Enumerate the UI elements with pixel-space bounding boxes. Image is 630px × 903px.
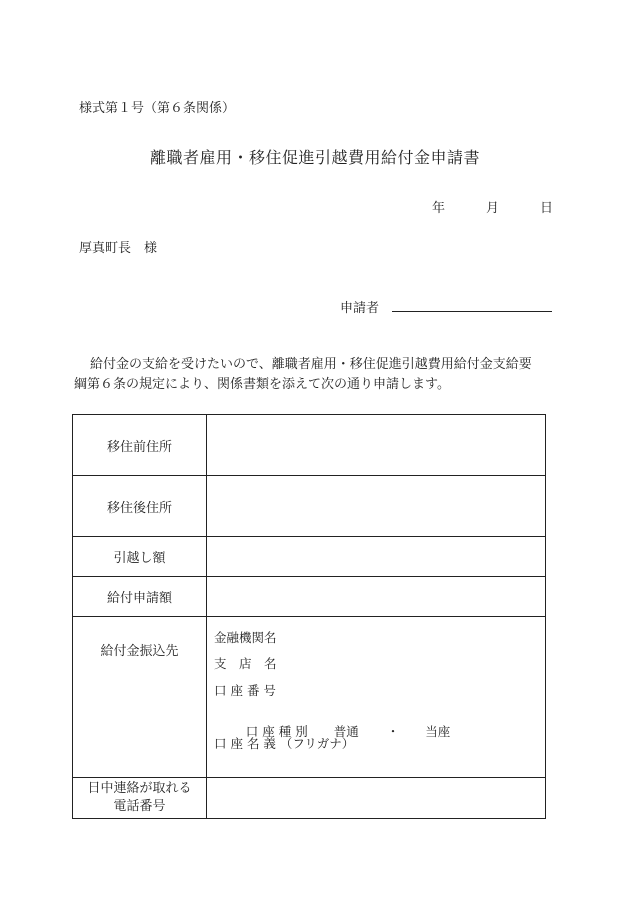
- transfer-to-label: 給付金振込先: [73, 617, 207, 778]
- applicant-label: 申請者: [340, 301, 380, 316]
- statement-line-1: 給付金の支給を受けたいので、離職者雇用・移住促進引越費用給付金支給要: [90, 357, 532, 372]
- account-type-current-option[interactable]: 当座: [425, 724, 451, 739]
- bank-branch-label: 支 店 名: [214, 656, 277, 671]
- date-year: 年: [432, 201, 446, 216]
- bank-institution-label: 金融機関名: [214, 630, 277, 645]
- moving-cost-label: 引越し額: [73, 537, 207, 577]
- account-type-regular-option[interactable]: 普通: [333, 724, 359, 739]
- table-row: [73, 617, 546, 778]
- form-number: 様式第１号（第６条関係）: [79, 101, 236, 116]
- statement-line-2: 綱第６条の規定により、関係書類を添えて次の通り申請します。: [74, 377, 450, 392]
- new-address-label: 移住後住所: [73, 476, 207, 537]
- contact-label-line-1: 日中連絡が取れる: [87, 781, 192, 796]
- table-row: [73, 476, 546, 537]
- account-name-label: 口 座 名 義 （フリガナ）: [214, 736, 355, 751]
- prev-address-field[interactable]: [207, 415, 546, 476]
- prev-address-label: 移住前住所: [73, 415, 207, 476]
- table-row: [73, 577, 546, 617]
- contact-label-line-2: 電話番号: [113, 799, 166, 814]
- account-type-label: 口 座 種 別: [245, 724, 308, 739]
- date-day: 日: [540, 201, 554, 216]
- moving-cost-field[interactable]: [207, 537, 546, 577]
- requested-amount-label: 給付申請額: [73, 577, 207, 617]
- date-month: 月: [486, 201, 500, 216]
- contact-phone-field[interactable]: [207, 778, 546, 819]
- table-row: [73, 415, 546, 476]
- bank-details-field[interactable]: [207, 617, 546, 778]
- requested-amount-field[interactable]: [207, 577, 546, 617]
- table-row: [73, 778, 546, 819]
- account-type-separator: ・: [386, 724, 400, 739]
- applicant-signature-line[interactable]: [392, 311, 552, 312]
- application-table: [72, 414, 546, 819]
- document-title: 離職者雇用・移住促進引越費用給付金申請書: [149, 148, 480, 167]
- application-statement: [74, 355, 554, 395]
- contact-phone-label: [73, 778, 207, 819]
- new-address-field[interactable]: [207, 476, 546, 537]
- account-number-label: 口 座 番 号: [214, 683, 276, 698]
- addressee: 厚真町長 様: [79, 241, 158, 256]
- table-row: [73, 537, 546, 577]
